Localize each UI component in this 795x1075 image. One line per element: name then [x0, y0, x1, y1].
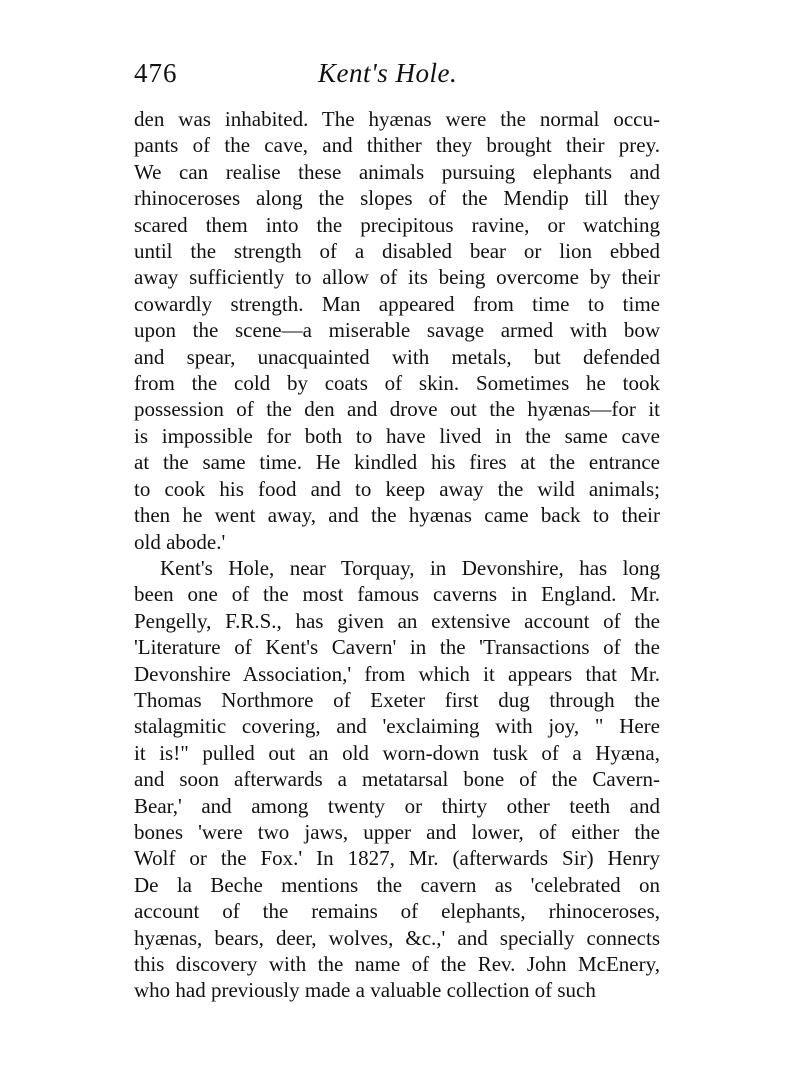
- text-line: bones 'were two jaws, upper and lower, of either the: [134, 819, 660, 844]
- text-line: until the strength of a disabled bear or lion ebbed: [134, 239, 660, 264]
- text-line: scared them into the precipitous ravine, or watching: [134, 212, 660, 237]
- body-text: [134, 106, 660, 1004]
- text-line: and spear, unacquainted with metals, but defended: [134, 344, 660, 369]
- text-line: rhinoceroses along the slopes of the Mendip till they: [134, 186, 660, 211]
- text-line: Thomas Northmore of Exeter first dug through the: [134, 687, 660, 712]
- text-line: upon the scene—a miserable savage armed with bow: [134, 318, 660, 343]
- paragraph: [134, 106, 660, 555]
- text-line: who had previously made a valuable collection of such: [134, 978, 596, 1003]
- text-line: at the same time. He kindled his fires at the entrance: [134, 450, 660, 475]
- text-line: is impossible for both to have lived in the same cave: [134, 423, 660, 448]
- paragraph: [134, 555, 660, 1004]
- text-line: Devonshire Association,' from which it appears that Mr.: [134, 661, 660, 686]
- text-line: We can realise these animals pursuing elephants and: [134, 159, 660, 184]
- text-line: away sufficiently to allow of its being overcome by their: [134, 265, 660, 290]
- text-line: it is!" pulled out an old worn-down tusk of a Hyæna,: [134, 740, 660, 765]
- text-line: Pengelly, F.R.S., has given an extensive account of the: [134, 608, 660, 633]
- text-line: Bear,' and among twenty or thirty other teeth and: [134, 793, 660, 818]
- text-line: den was inhabited. The hyænas were the normal occu-: [134, 107, 660, 131]
- text-line: to cook his food and to keep away the wild animals;: [134, 476, 660, 501]
- text-line: this discovery with the name of the Rev. John McEnery,: [134, 952, 660, 976]
- page-number: 476: [134, 58, 178, 88]
- text-line: possession of the den and drove out the hyænas—for it: [134, 397, 660, 422]
- text-line: hyænas, bears, deer, wolves, &c.,' and specially connects: [134, 925, 660, 950]
- text-line: stalagmitic covering, and 'exclaiming with joy, " Here: [134, 714, 660, 739]
- text-line: Kent's Hole, near Torquay, in Devonshire, has long: [160, 555, 660, 580]
- text-line: pants of the cave, and thither they brought their prey.: [134, 133, 660, 158]
- text-line: then he went away, and the hyænas came back to their: [134, 503, 660, 528]
- text-line: cowardly strength. Man appeared from time to time: [134, 291, 660, 316]
- text-line: old abode.': [134, 529, 226, 554]
- text-line: from the cold by coats of skin. Sometimes he took: [134, 371, 660, 396]
- running-title: Kent's Hole.: [318, 58, 458, 88]
- text-line: and soon afterwards a metatarsal bone of the Cavern-: [134, 767, 660, 792]
- text-line: been one of the most famous caverns in England. Mr.: [134, 582, 660, 607]
- text-line: account of the remains of elephants, rhinoceroses,: [134, 899, 660, 924]
- text-line: 'Literature of Kent's Cavern' in the 'Transactions of the: [134, 635, 660, 660]
- running-head: [134, 58, 660, 98]
- text-line: Wolf or the Fox.' In 1827, Mr. (afterwards Sir) Henry: [134, 846, 660, 871]
- text-line: De la Beche mentions the cavern as 'celebrated on: [134, 872, 660, 897]
